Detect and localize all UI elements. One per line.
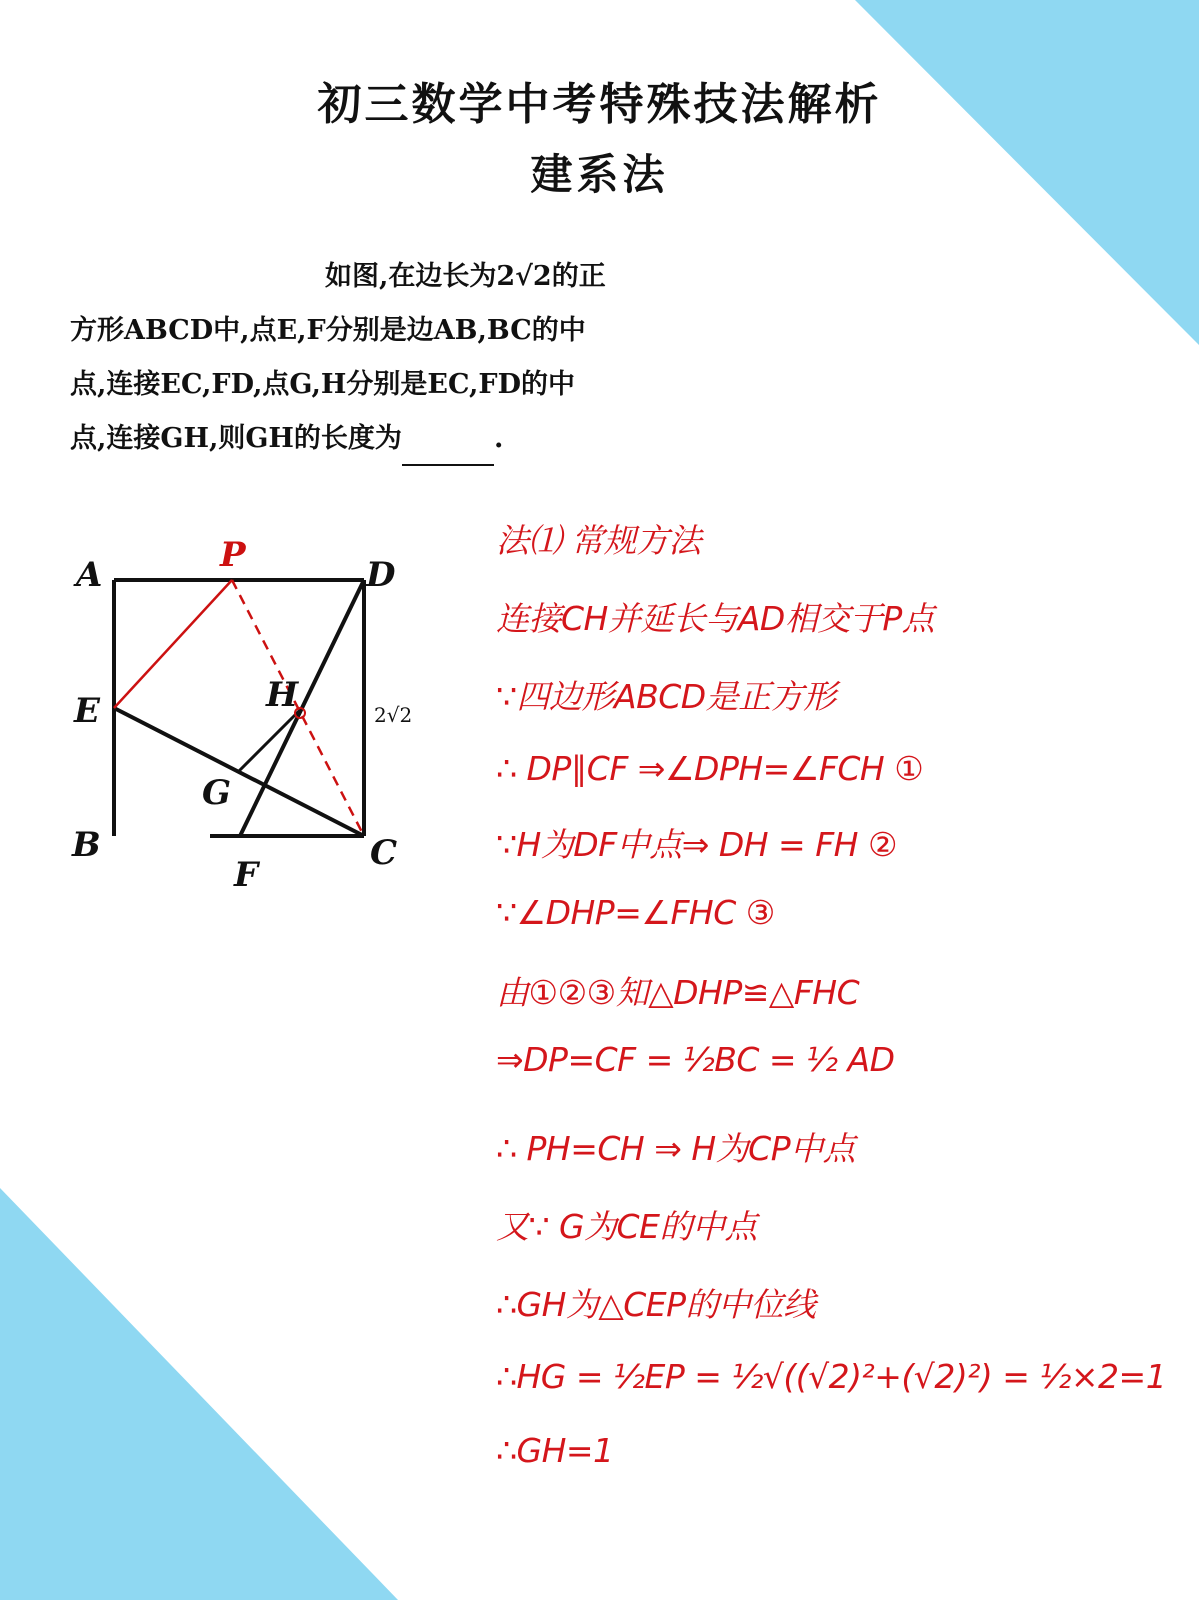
label-a: A — [76, 555, 103, 595]
solution-step-2: 连接CH并延长与AD相交于P点 — [496, 599, 935, 638]
label-e: E — [74, 691, 100, 731]
solution-step-5: ∵H为DF中点⇒ DH = FH ② — [496, 825, 898, 864]
problem-statement — [70, 250, 670, 466]
problem-line-4 — [70, 412, 670, 466]
label-side-length: 2√2 — [374, 703, 413, 727]
label-p: P — [220, 535, 246, 575]
problem-line-3: 点,连接EC,FD,点G,H分别是EC,FD的中 — [70, 369, 575, 400]
label-c: C — [370, 833, 398, 873]
answer-blank — [402, 434, 494, 466]
page-title: 初三数学中考特殊技法解析 — [317, 79, 882, 130]
label-d: D — [366, 555, 396, 595]
problem-line-1: 如图,在边长为2√2的正 — [325, 261, 606, 292]
solution-step-9: ∴ PH=CH ⇒ H为CP中点 — [496, 1129, 856, 1168]
problem-line-4-text: 点,连接GH,则GH的长度为 — [70, 423, 402, 454]
problem-end-mark: . — [493, 423, 504, 454]
label-h: H — [266, 675, 299, 715]
segment-ep — [114, 580, 232, 708]
geometry-figure — [60, 530, 440, 910]
solution-step-11: ∴GH为△CEP的中位线 — [496, 1285, 816, 1324]
solution-step-6: ∵∠DHP=∠FHC ③ — [496, 893, 775, 932]
solution-step-3: ∵四边形ABCD是正方形 — [496, 677, 836, 716]
label-f: F — [234, 855, 259, 895]
label-b: B — [72, 825, 101, 865]
solution-step-7: 由①②③知△DHP≌△FHC — [496, 973, 860, 1012]
solution-step-8: ⇒DP=CF = ½BC = ½ AD — [496, 1040, 895, 1079]
page-subtitle: 建系法 — [530, 150, 669, 199]
solution-step-1: 法⑴ 常规方法 — [496, 521, 701, 560]
solution-step-4: ∴ DP∥CF ⇒∠DPH=∠FCH ① — [496, 749, 924, 788]
solution-step-13: ∴GH=1 — [496, 1431, 614, 1470]
solution-step-10: 又∵ G为CE的中点 — [496, 1207, 757, 1246]
solution-step-12: ∴HG = ½EP = ½√((√2)²+(√2)²) = ½×2=1 — [496, 1357, 1167, 1396]
problem-line-2: 方形ABCD中,点E,F分别是边AB,BC的中 — [70, 315, 586, 346]
label-g: G — [202, 773, 232, 813]
segment-gh — [238, 708, 302, 772]
